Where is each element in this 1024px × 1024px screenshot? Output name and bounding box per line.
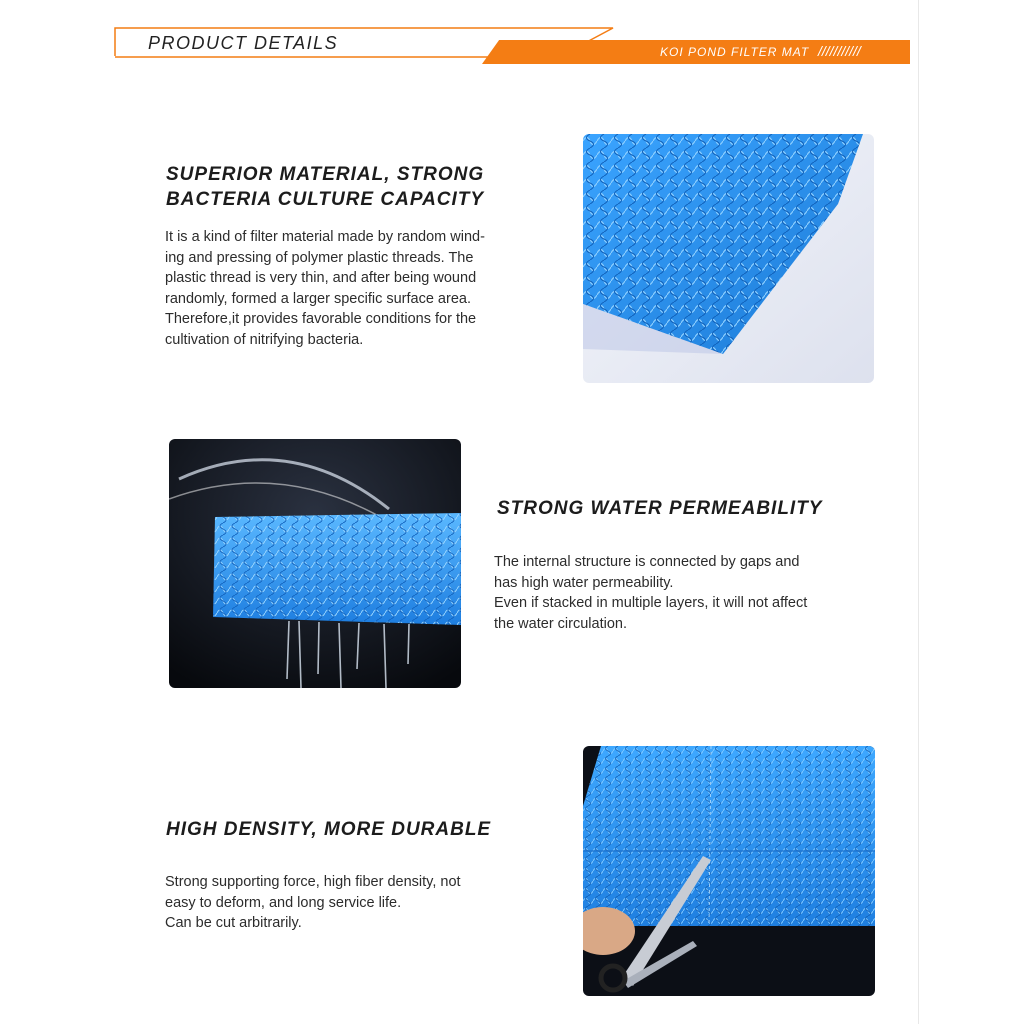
section-2-line: Even if stacked in multiple layers, it will not affect bbox=[494, 595, 808, 611]
banner-slashes: /////////// bbox=[818, 43, 861, 59]
section-3-line: Can be cut arbitrarily. bbox=[165, 915, 302, 931]
section-3-body bbox=[165, 872, 535, 934]
mat-cutting-image bbox=[583, 746, 875, 996]
section-3-line: easy to deform, and long service life. bbox=[165, 894, 402, 911]
section-1-body bbox=[165, 227, 535, 350]
section-1-heading bbox=[166, 162, 484, 212]
section-1-line: cultivation of nitrifying bacteria. bbox=[165, 331, 364, 348]
filter-mat-closeup-image bbox=[583, 134, 874, 383]
section-3-line: Strong supporting force, high fiber density, not bbox=[165, 874, 461, 890]
section-1-line: ing and pressing of polymer plastic threads. The bbox=[165, 249, 474, 266]
section-2-line: The internal structure is connected by gaps and bbox=[494, 554, 800, 570]
section-2-line: has high water permeability. bbox=[494, 574, 674, 591]
page-edge-divider bbox=[918, 0, 919, 1024]
section-1-line: Therefore,it provides favorable conditions for the bbox=[165, 311, 477, 327]
section-2-body bbox=[494, 552, 874, 634]
section-1-line: plastic thread is very thin, and after being wound bbox=[165, 270, 477, 286]
section-2-line: the water circulation. bbox=[494, 615, 627, 632]
section-1-line: randomly, formed a larger specific surface area. bbox=[165, 290, 471, 307]
section-1-line: It is a kind of filter material made by random wind- bbox=[165, 229, 485, 245]
banner-text: KOI POND FILTER MAT bbox=[660, 45, 810, 59]
section-2-heading: STRONG WATER PERMEABILITY bbox=[497, 498, 823, 519]
section-1-heading-line-1: SUPERIOR MATERIAL, STRONG bbox=[166, 164, 485, 185]
page-title: PRODUCT DETAILS bbox=[148, 33, 339, 53]
water-through-mat-image bbox=[169, 439, 461, 688]
section-3-heading: HIGH DENSITY, MORE DURABLE bbox=[166, 819, 492, 840]
section-1-heading-line-2: BACTERIA CULTURE CAPACITY bbox=[166, 189, 485, 210]
